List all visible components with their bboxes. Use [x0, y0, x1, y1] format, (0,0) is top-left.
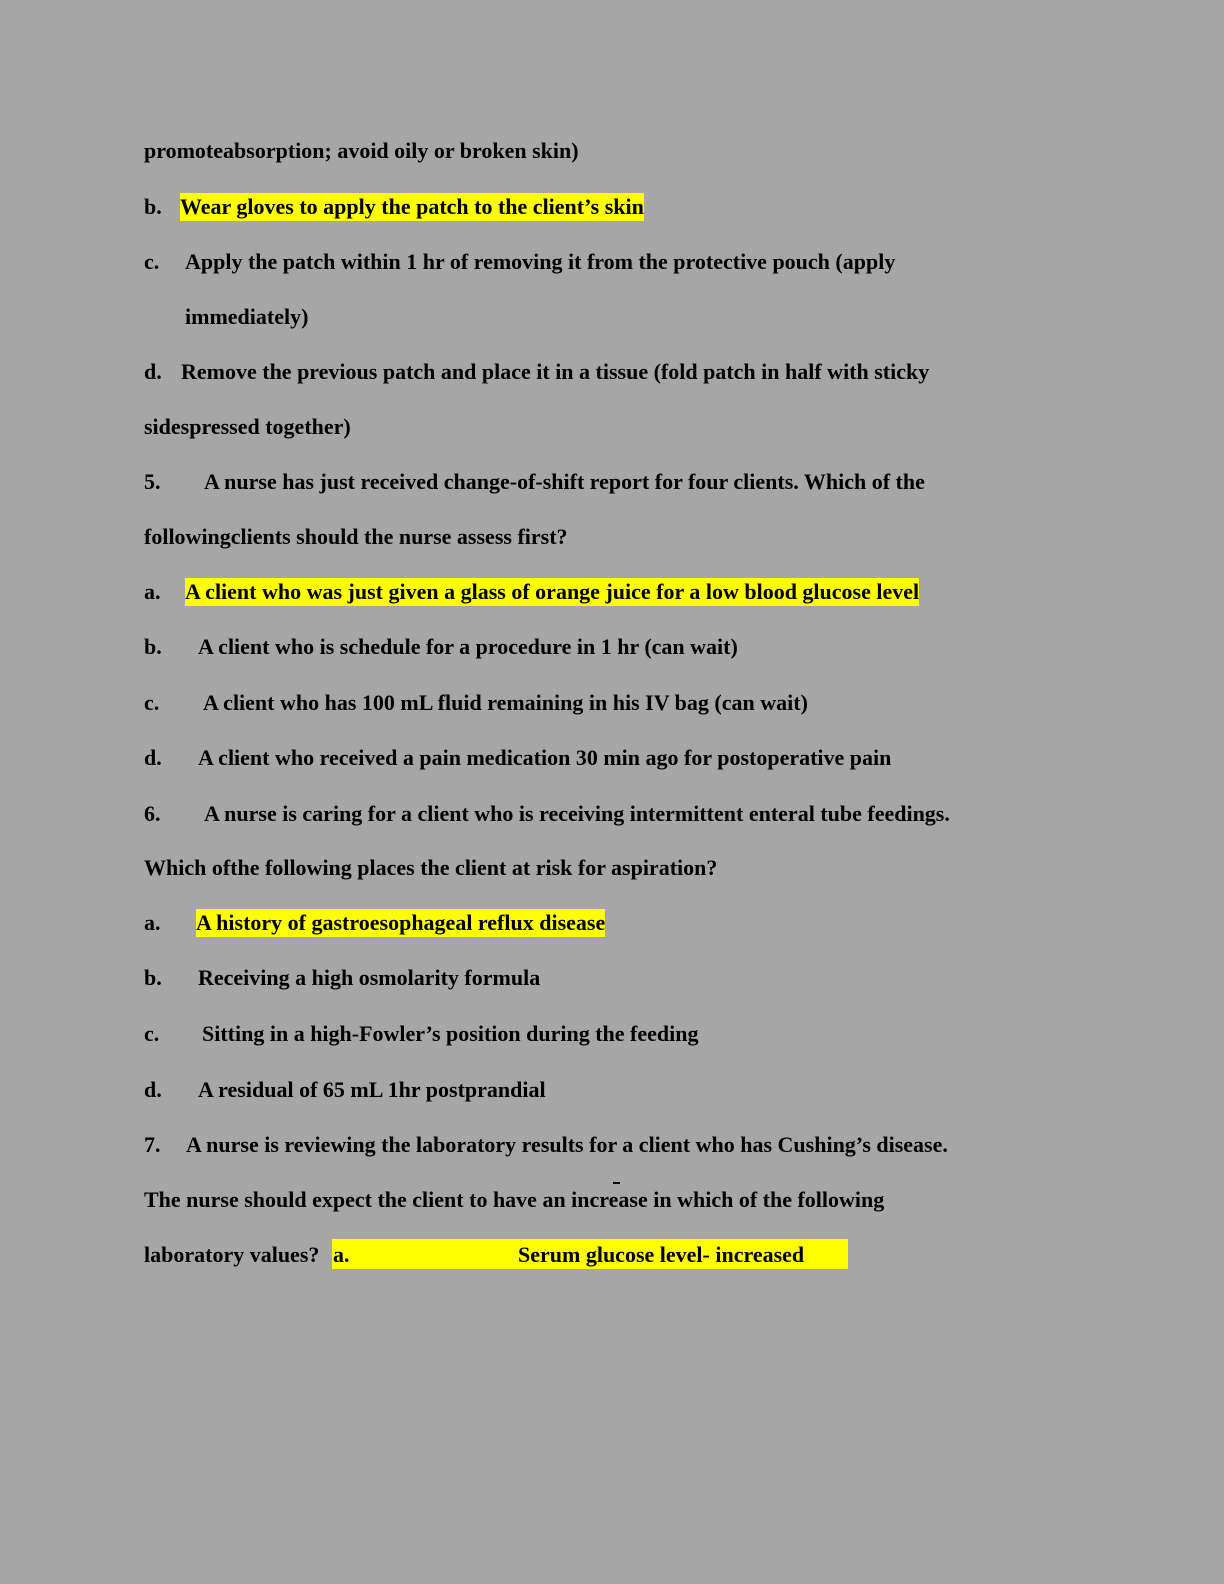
text-line: promoteabsorption; avoid oily or broken skin)	[144, 138, 579, 163]
option-text: Receiving a high osmolarity formula	[198, 965, 541, 990]
option-label: d.	[144, 1077, 162, 1102]
option-label: b.	[144, 634, 162, 659]
question-text: A nurse has just received change-of-shift report for four clients. Which of the	[204, 469, 925, 494]
option-label: d.	[144, 359, 162, 384]
question-number: 7.	[144, 1132, 161, 1157]
option-text: Remove the previous patch and place it in a tissue (fold patch in half with sticky	[181, 359, 930, 384]
option-label: a.	[144, 910, 161, 935]
highlighted-answer: A client who was just given a glass of orange juice for a low blood glucose level	[185, 579, 920, 604]
question-text-continued: Which ofthe following places the client at risk for aspiration?	[144, 855, 718, 880]
question-number: 6.	[144, 801, 161, 826]
option-label: c.	[144, 1021, 160, 1046]
highlighted-answer: Serum glucose level- increased	[518, 1242, 805, 1267]
option-label: c.	[144, 249, 160, 274]
option-label: c.	[144, 690, 160, 715]
option-label: b.	[144, 194, 162, 219]
stray-mark	[613, 1182, 620, 1184]
question-number: 5.	[144, 469, 161, 494]
option-text-continued: sidespressed together)	[144, 414, 351, 439]
highlighted-answer: Wear gloves to apply the patch to the client’s skin	[180, 194, 644, 219]
question-text-continued: laboratory values?	[144, 1242, 320, 1267]
option-label: b.	[144, 965, 162, 990]
question-text-continued: The nurse should expect the client to have an increase in which of the following	[144, 1187, 885, 1212]
option-text: A client who has 100 mL fluid remaining in his IV bag (can wait)	[203, 690, 808, 715]
option-text: Apply the patch within 1 hr of removing it from the protective pouch (apply	[185, 249, 896, 274]
option-label: a.	[144, 579, 161, 604]
question-text: A nurse is reviewing the laboratory results for a client who has Cushing’s disease.	[186, 1132, 948, 1157]
question-text-continued: followingclients should the nurse assess first?	[144, 524, 568, 549]
option-label: a.	[333, 1242, 350, 1267]
option-text: A client who is schedule for a procedure in 1 hr (can wait)	[198, 634, 738, 659]
option-text-continued: immediately)	[185, 304, 309, 329]
option-text: A residual of 65 mL 1hr postprandial	[198, 1077, 546, 1102]
option-label: d.	[144, 745, 162, 770]
option-text: A client who received a pain medication 30 min ago for postoperative pain	[198, 745, 892, 770]
highlighted-answer: A history of gastroesophageal reflux disease	[196, 910, 606, 935]
question-text: A nurse is caring for a client who is receiving intermittent enteral tube feedings.	[204, 801, 950, 826]
option-text: Sitting in a high-Fowler’s position during the feeding	[202, 1021, 699, 1046]
